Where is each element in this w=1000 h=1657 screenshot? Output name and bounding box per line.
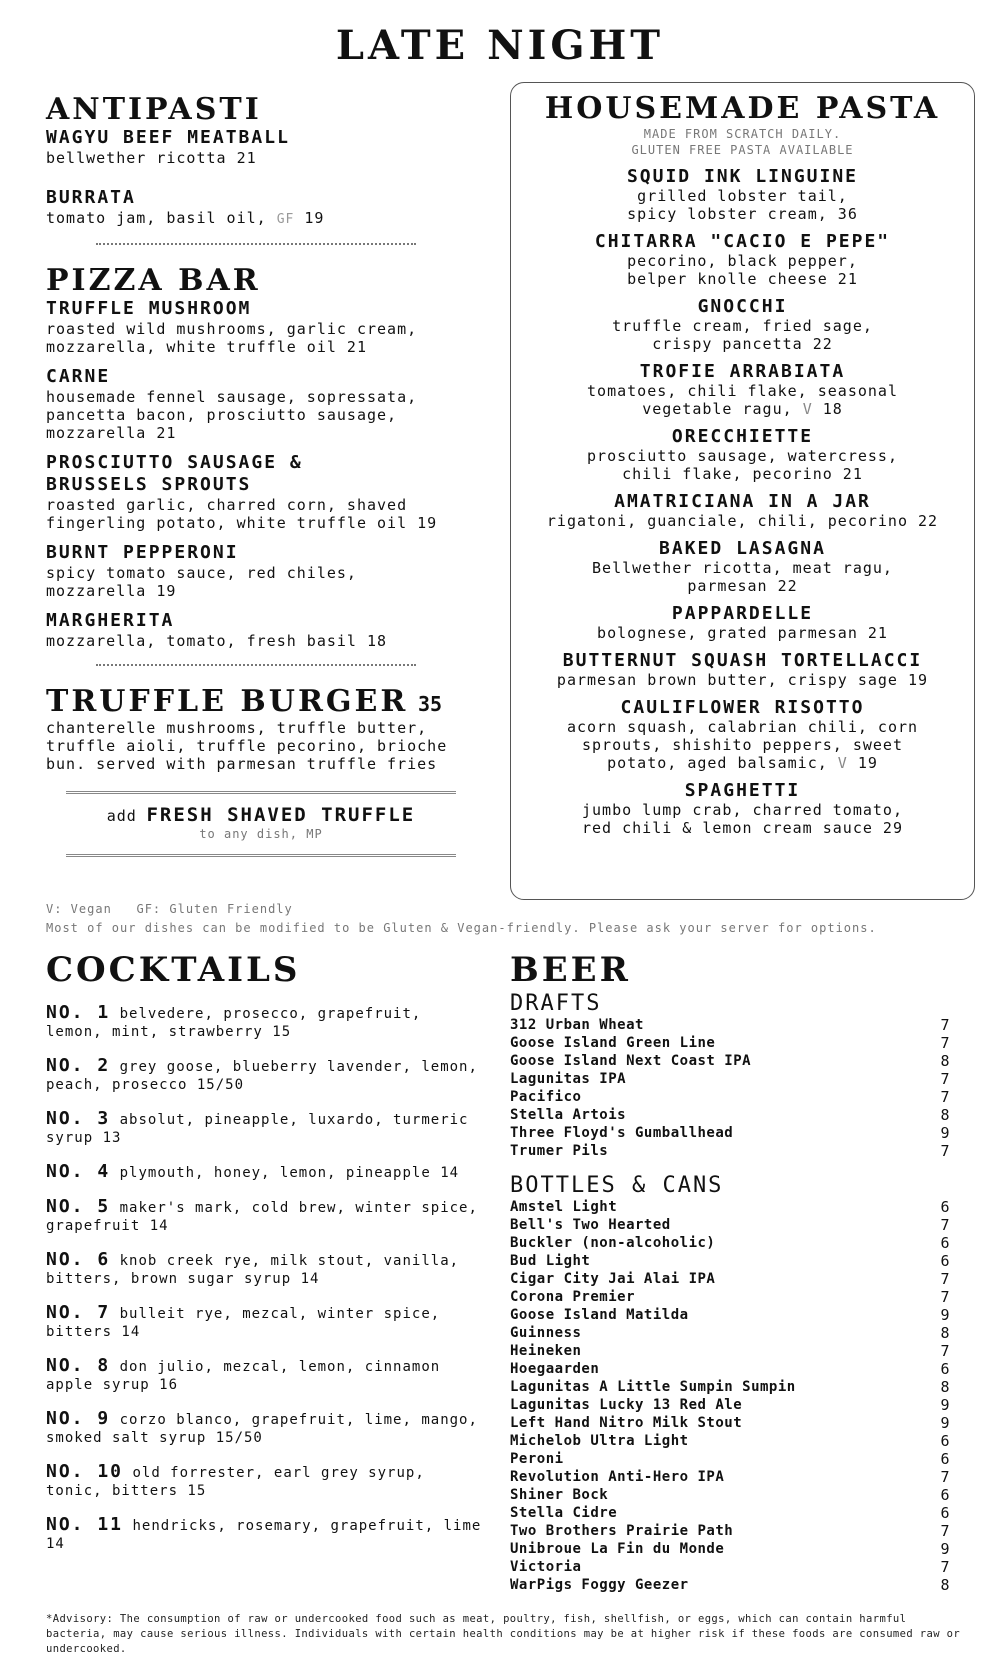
item-desc	[563, 718, 923, 772]
modification-note: Most of our dishes can be modified to be Gluten & Vegan-friendly. Please ask your server for options.	[46, 921, 877, 935]
cocktail-item	[46, 1198, 486, 1235]
item-name: SQUID INK LINGUINE	[626, 166, 859, 187]
item-desc: roasted garlic, charred corn, shaved fingerling potato, white truffle oil 19	[46, 496, 438, 532]
beer-name: Hoegaarden	[510, 1361, 600, 1377]
cocktail-item	[46, 1163, 486, 1182]
cocktail-desc: old forrester, earl grey syrup, tonic, bitters 15	[46, 1465, 425, 1499]
item-desc: bolognese, grated parmesan 21	[597, 624, 888, 642]
cocktail-number: NO. 4	[46, 1161, 111, 1182]
item-desc-text: tomatoes, chili flake, seasonal vegetable ragu,	[587, 382, 898, 418]
item-desc: housemade fennel sausage, sopressata, pancetta bacon, prosciutto sausage, mozzarella 21	[46, 388, 418, 442]
beer-price: 6	[940, 1450, 950, 1468]
pasta-sub-1: MADE FROM SCRATCH DAILY.	[643, 127, 842, 141]
beer-name: Guinness	[510, 1325, 582, 1341]
beer-name: Bell's Two Hearted	[510, 1217, 671, 1233]
cocktail-number: NO. 5	[46, 1196, 111, 1217]
beer-price: 8	[940, 1378, 950, 1396]
item-desc: jumbo lump crab, charred tomato, red chili & lemon cream sauce 29	[582, 801, 903, 837]
beer-price: 7	[940, 1016, 950, 1034]
beer-name: Revolution Anti-Hero IPA	[510, 1469, 725, 1485]
beer-price: 7	[940, 1522, 950, 1540]
addon-name: FRESH SHAVED TRUFFLE	[146, 804, 416, 826]
beer-name: Unibroue La Fin du Monde	[510, 1541, 725, 1557]
cocktail-desc: hendricks, rosemary, grapefruit, lime 14	[46, 1518, 482, 1552]
beer-row	[510, 1450, 950, 1468]
cocktail-list	[46, 1004, 486, 1553]
cocktail-desc: plymouth, honey, lemon, pineapple 14	[119, 1165, 460, 1181]
beer-row	[510, 1106, 950, 1124]
beer-name: Stella Cidre	[510, 1505, 618, 1521]
pasta-item	[511, 231, 974, 288]
beer-row	[510, 1016, 950, 1034]
item-name: BURRATA	[46, 187, 136, 208]
beer-name: Corona Premier	[510, 1289, 636, 1305]
beer-price: 8	[940, 1106, 950, 1124]
beer-price: 7	[940, 1142, 950, 1160]
vegan-tag: V	[837, 754, 848, 772]
item-desc: rigatoni, guanciale, chili, pecorino 22	[546, 512, 939, 530]
cocktail-desc: absolut, pineapple, luxardo, turmeric syrup 13	[46, 1112, 469, 1146]
cocktail-number: NO. 10	[46, 1461, 124, 1482]
pasta-item	[511, 603, 974, 642]
divider	[96, 664, 416, 666]
cocktail-number: NO. 2	[46, 1055, 111, 1076]
beer-row	[510, 1324, 950, 1342]
beer-row	[510, 1414, 950, 1432]
beer-name: Peroni	[510, 1451, 564, 1467]
beer-price: 9	[940, 1306, 950, 1324]
cocktail-item	[46, 1251, 486, 1288]
beer-row	[510, 1540, 950, 1558]
item-name: CHITARRA "CACIO E PEPE"	[594, 231, 891, 252]
beer-row	[510, 1342, 950, 1360]
beer-name: Lagunitas Lucky 13 Red Ale	[510, 1397, 743, 1413]
cocktails-heading: COCKTAILS	[46, 950, 301, 990]
beer-name: Goose Island Green Line	[510, 1035, 716, 1051]
beer-row	[510, 1378, 950, 1396]
beer-name: Trumer Pils	[510, 1143, 609, 1159]
beer-name: Goose Island Next Coast IPA	[510, 1053, 752, 1069]
beer-row	[510, 1468, 950, 1486]
addon-prefix: add	[106, 807, 137, 825]
beer-row	[510, 1306, 950, 1324]
beer-price: 7	[940, 1342, 950, 1360]
item-name: BURNT PEPPERONI	[46, 542, 239, 563]
truffle-addon	[46, 804, 476, 842]
beer-row	[510, 1576, 950, 1594]
beer-row	[510, 1270, 950, 1288]
beer-section	[510, 950, 950, 1594]
beer-row	[510, 1558, 950, 1576]
item-name: ORECCHIETTE	[671, 426, 814, 447]
beer-price: 6	[940, 1486, 950, 1504]
beer-price: 7	[940, 1558, 950, 1576]
cocktail-item	[46, 1304, 486, 1341]
cocktail-number: NO. 9	[46, 1408, 111, 1429]
beer-price: 6	[940, 1504, 950, 1522]
menu-item	[46, 610, 486, 650]
beer-price: 7	[940, 1468, 950, 1486]
menu-item	[46, 127, 486, 167]
beer-row	[510, 1252, 950, 1270]
menu-item	[46, 452, 486, 532]
pasta-item	[511, 697, 974, 772]
addon-sub: to any dish, MP	[199, 827, 323, 841]
cocktail-desc: bulleit rye, mezcal, winter spice, bitters 14	[46, 1306, 441, 1340]
beer-row	[510, 1504, 950, 1522]
legend: V: Vegan GF: Gluten Friendly	[46, 902, 293, 916]
item-desc: grilled lobster tail, spicy lobster cream, 36	[627, 187, 858, 223]
beer-name: Two Brothers Prairie Path	[510, 1523, 734, 1539]
beer-name: Michelob Ultra Light	[510, 1433, 689, 1449]
item-desc	[583, 382, 903, 418]
pasta-item	[511, 361, 974, 418]
divider	[66, 854, 456, 857]
beer-row	[510, 1142, 950, 1160]
pasta-item	[511, 538, 974, 595]
cocktail-number: NO. 11	[46, 1514, 124, 1535]
burger-desc: chanterelle mushrooms, truffle butter, truffle aioli, truffle pecorino, brioche bun. served with parmesan truffle fries	[46, 719, 448, 773]
beer-price: 6	[940, 1252, 950, 1270]
cocktail-desc: belvedere, prosecco, grapefruit, lemon, mint, strawberry 15	[46, 1006, 422, 1040]
menu-item	[46, 187, 486, 229]
item-name: PAPPARDELLE	[671, 603, 814, 624]
beer-heading: BEER	[510, 950, 631, 990]
pasta-box	[510, 82, 975, 900]
pasta-sub-2: GLUTEN FREE PASTA AVAILABLE	[631, 143, 854, 157]
beer-price: 7	[940, 1070, 950, 1088]
beer-price: 8	[940, 1324, 950, 1342]
beer-price: 6	[940, 1360, 950, 1378]
item-desc: bellwether ricotta 21	[46, 149, 257, 167]
beer-price: 9	[940, 1540, 950, 1558]
cocktail-item	[46, 1110, 486, 1147]
cocktail-item	[46, 1004, 486, 1041]
item-desc: pecorino, black pepper, belper knolle cheese 21	[627, 252, 858, 288]
cocktail-number: NO. 8	[46, 1355, 111, 1376]
item-name: SPAGHETTI	[684, 780, 801, 801]
beer-row	[510, 1198, 950, 1216]
item-name: WAGYU BEEF MEATBALL	[46, 127, 290, 148]
item-desc: mozzarella, tomato, fresh basil 18	[46, 632, 388, 650]
cocktail-item	[46, 1463, 486, 1500]
cocktail-item	[46, 1357, 486, 1394]
cocktail-item	[46, 1410, 486, 1447]
pasta-heading: HOUSEMADE PASTA	[544, 91, 941, 126]
beer-name: Cigar City Jai Alai IPA	[510, 1271, 716, 1287]
cocktail-desc: corzo blanco, grapefruit, lime, mango, smoked salt syrup 15/50	[46, 1412, 478, 1446]
item-name: BUTTERNUT SQUASH TORTELLACCI	[562, 650, 923, 671]
item-name: TRUFFLE MUSHROOM	[46, 298, 252, 319]
item-price: 19	[857, 754, 878, 772]
pasta-item	[511, 650, 974, 689]
beer-price: 9	[940, 1396, 950, 1414]
item-desc-text: tomato jam, basil oil,	[46, 209, 267, 227]
cocktails-section	[46, 950, 486, 1569]
beer-name: Shiner Bock	[510, 1487, 609, 1503]
beer-row	[510, 1522, 950, 1540]
cocktail-number: NO. 1	[46, 1002, 111, 1023]
beer-name: Buckler (non-alcoholic)	[510, 1235, 716, 1251]
dietary-notes	[46, 900, 877, 938]
beer-row	[510, 1034, 950, 1052]
item-name: CAULIFLOWER RISOTTO	[620, 697, 865, 718]
pizza-heading: PIZZA BAR	[46, 263, 261, 298]
item-desc: parmesan brown butter, crispy sage 19	[556, 671, 929, 689]
beer-name: Heineken	[510, 1343, 582, 1359]
item-name: GNOCCHI	[697, 296, 788, 317]
beer-name: Bud Light	[510, 1253, 591, 1269]
beer-name: Goose Island Matilda	[510, 1307, 689, 1323]
beer-name: Lagunitas IPA	[510, 1071, 627, 1087]
pasta-item	[511, 166, 974, 223]
beer-row	[510, 1396, 950, 1414]
gluten-friendly-tag: GF	[276, 212, 295, 227]
left-column	[46, 92, 486, 857]
beer-name: 312 Urban Wheat	[510, 1017, 644, 1033]
menu-item	[46, 298, 486, 356]
item-desc: prosciutto sausage, watercress, chili flake, pecorino 21	[587, 447, 898, 483]
advisory-note: *Advisory: The consumption of raw or undercooked food such as meat, poultry, fish, shellfish, or eggs, which can contain harmful bacteria, may cause serious illness. Individuals with certain health conditions may be at higher risk if these foods are consumed raw or undercooked.	[46, 1613, 961, 1655]
item-desc	[46, 209, 486, 229]
burger-name: TRUFFLE BURGER	[46, 684, 409, 719]
item-name: MARGHERITA	[46, 610, 175, 631]
pasta-item	[511, 491, 974, 530]
beer-row	[510, 1052, 950, 1070]
burger-price: 35	[417, 692, 443, 716]
beer-row	[510, 1088, 950, 1106]
beer-row	[510, 1432, 950, 1450]
beer-price: 7	[940, 1216, 950, 1234]
item-name: AMATRICIANA IN A JAR	[614, 491, 871, 512]
beer-row	[510, 1070, 950, 1088]
divider	[96, 243, 416, 245]
item-name: BAKED LASAGNA	[659, 538, 826, 559]
item-price: 18	[822, 400, 843, 418]
cocktail-number: NO. 3	[46, 1108, 111, 1129]
cocktail-item	[46, 1516, 486, 1553]
pasta-item	[511, 780, 974, 837]
beer-price: 7	[940, 1088, 950, 1106]
beer-price: 8	[940, 1052, 950, 1070]
divider	[66, 791, 456, 794]
beer-row	[510, 1486, 950, 1504]
vegan-tag: V	[802, 400, 813, 418]
item-name: CARNE	[46, 366, 111, 387]
item-desc: roasted wild mushrooms, garlic cream, mozzarella, white truffle oil 21	[46, 320, 418, 356]
beer-price: 9	[940, 1414, 950, 1432]
item-desc: truffle cream, fried sage, crispy pancetta 22	[612, 317, 873, 353]
item-desc: Bellwether ricotta, meat ragu, parmesan 22	[592, 559, 893, 595]
beer-price: 6	[940, 1234, 950, 1252]
cocktail-desc: don julio, mezcal, lemon, cinnamon apple syrup 16	[46, 1359, 441, 1393]
cocktail-desc: grey goose, blueberry lavender, lemon, peach, prosecco 15/50	[46, 1059, 478, 1093]
beer-row	[510, 1216, 950, 1234]
bottles-list	[510, 1198, 950, 1594]
beer-row	[510, 1124, 950, 1142]
beer-price: 9	[940, 1124, 950, 1142]
item-name: TROFIE ARRABIATA	[639, 361, 846, 382]
antipasti-heading: ANTIPASTI	[46, 92, 262, 127]
item-desc-text: acorn squash, calabrian chili, corn sprouts, shishito peppers, sweet potato, aged balsamic,	[566, 718, 919, 772]
beer-name: Pacifico	[510, 1089, 582, 1105]
cocktail-desc: maker's mark, cold brew, winter spice, grapefruit 14	[46, 1200, 478, 1234]
drafts-list	[510, 1016, 950, 1160]
menu-item	[46, 542, 486, 600]
beer-price: 6	[940, 1198, 950, 1216]
cocktail-number: NO. 6	[46, 1249, 111, 1270]
cocktail-item	[46, 1057, 486, 1094]
beer-name: Amstel Light	[510, 1199, 618, 1215]
item-name: PROSCIUTTO SAUSAGE & BRUSSELS SPROUTS	[46, 452, 303, 495]
beer-name: Three Floyd's Gumballhead	[510, 1125, 734, 1141]
bottles-heading: BOTTLES & CANS	[510, 1173, 724, 1198]
beer-name: Victoria	[510, 1559, 582, 1575]
beer-name: Left Hand Nitro Milk Stout	[510, 1415, 743, 1431]
item-desc: spicy tomato sauce, red chiles, mozzarella 19	[46, 564, 357, 600]
cocktail-desc: knob creek rye, milk stout, vanilla, bitters, brown sugar syrup 14	[46, 1253, 460, 1287]
beer-price: 6	[940, 1432, 950, 1450]
item-price: 19	[304, 209, 325, 227]
beer-name: WarPigs Foggy Geezer	[510, 1577, 689, 1593]
drafts-heading: DRAFTS	[510, 991, 602, 1016]
beer-name: Lagunitas A Little Sumpin Sumpin	[510, 1379, 796, 1395]
menu-item	[46, 366, 486, 442]
beer-row	[510, 1234, 950, 1252]
beer-price: 7	[940, 1288, 950, 1306]
burger-block	[46, 684, 486, 773]
beer-row	[510, 1288, 950, 1306]
pasta-item	[511, 296, 974, 353]
menu-title: LATE NIGHT	[335, 22, 665, 69]
beer-price: 7	[940, 1034, 950, 1052]
beer-row	[510, 1360, 950, 1378]
pasta-item	[511, 426, 974, 483]
beer-price: 8	[940, 1576, 950, 1594]
beer-name: Stella Artois	[510, 1107, 627, 1123]
cocktail-number: NO. 7	[46, 1302, 111, 1323]
beer-price: 7	[940, 1270, 950, 1288]
